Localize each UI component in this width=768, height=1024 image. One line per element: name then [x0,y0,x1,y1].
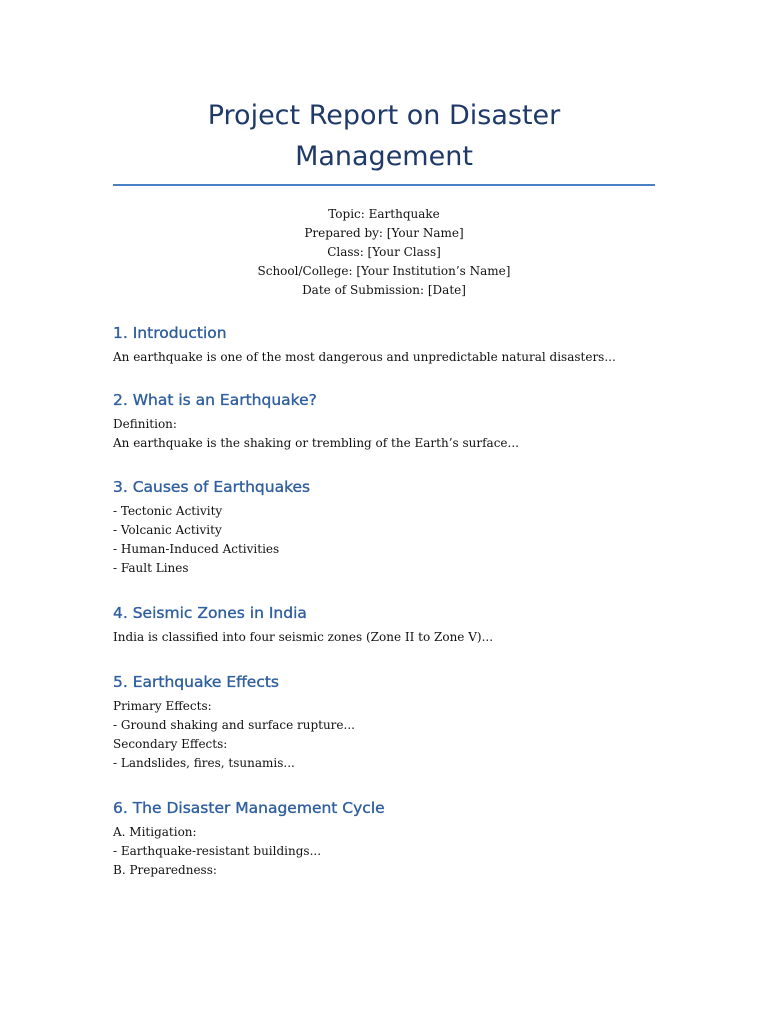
section-body [113,415,655,453]
section-introduction [113,323,655,367]
document-title [113,0,655,177]
list-item: - Earthquake-resistant buildings... [113,844,322,858]
list-item: - Fault Lines [113,561,189,575]
list-item: - Tectonic Activity [113,504,223,518]
section-heading: 6. The Disaster Management Cycle [113,799,385,817]
cover-info [113,205,655,300]
section-heading: 1. Introduction [113,324,227,342]
section-body [113,697,655,773]
section-causes [113,477,655,578]
cover-date: Date of Submission: [Date] [302,283,466,297]
section-line: Secondary Effects: [113,737,228,751]
cover-school: School/College: [Your Institution’s Name] [257,264,511,278]
document-title-line-2: Management [295,141,473,172]
list-item: - Volcanic Activity [113,523,222,537]
section-seismic-zones [113,603,655,647]
section-body [113,628,655,647]
cover-topic: Topic: Earthquake [328,207,440,221]
document-title-line-1: Project Report on Disaster [207,100,561,131]
section-line: A. Mitigation: [113,825,197,839]
section-line: An earthquake is the shaking or trembling of the Earth’s surface... [113,436,519,450]
section-heading: 5. Earthquake Effects [113,673,280,691]
list-item: - Human-Induced Activities [113,542,280,556]
section-body [113,502,655,578]
section-management-cycle [113,798,655,880]
section-heading: 2. What is an Earthquake? [113,391,317,409]
section-what-is-earthquake [113,390,655,453]
section-body [113,348,655,367]
list-item: - Landslides, fires, tsunamis... [113,756,295,770]
list-item: - Ground shaking and surface rupture... [113,718,355,732]
section-line: An earthquake is one of the most dangerous and unpredictable natural disasters... [113,350,616,364]
cover-class: Class: [Your Class] [327,245,441,259]
section-body [113,823,655,880]
section-line: Definition: [113,417,177,431]
section-heading: 3. Causes of Earthquakes [113,478,311,496]
section-heading: 4. Seismic Zones in India [113,604,307,622]
section-line: Primary Effects: [113,699,212,713]
section-effects [113,672,655,773]
title-underline-rule [113,184,655,186]
section-line: India is classified into four seismic zones (Zone II to Zone V)... [113,630,494,644]
section-line: B. Preparedness: [113,863,217,877]
cover-prepared-by: Prepared by: [Your Name] [304,226,464,240]
